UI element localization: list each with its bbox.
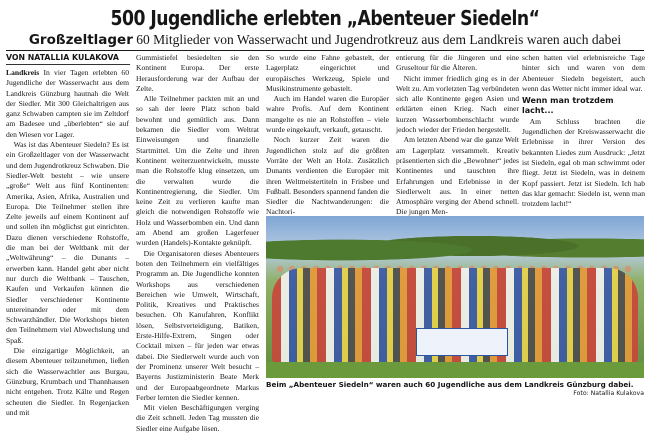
paragraph	[6, 68, 129, 140]
group-photo	[266, 216, 644, 378]
photo-caption: Beim „Abenteuer Siedeln“ waren auch 60 Jugendliche aus dem Landkreis Günzburg dabei.	[266, 380, 634, 389]
paragraph	[6, 140, 129, 346]
article-subline	[0, 32, 650, 48]
paragraph-text: Was ist das Abenteuer Siedeln? Es ist ein Großzeltlager von der Wasserwacht und dem Jugendrotkreuz Schwaben. Die Siedler-Welt besteht – wie unsere „große“ Welt aus fünf Kontinenten: Amerika, Asien, Afrika, Australien und Europa. Die Teilnehmer stellen ihre Zelte jeweils auf einem Kontinent auf und sollen ihn möglichst gut einrichten. Dazu dienen verschiedene Rohstoffe, die man bei der Weltbank mit der „Weltwährung“ – die Dunants – erwerben kann. Handel geht aber nicht nur durch die Weltbank – Tauschen, Kaufen und Verkaufen können die Siedler verschiedener Kontinente untereinander oder mit dem Schwarzhändler. Die Workshops bieten den Teilnehmern viel Abwechslung und Spaß.	[6, 140, 129, 345]
text-column-5	[522, 53, 645, 213]
photo-grass	[266, 362, 644, 378]
paragraph	[136, 403, 259, 434]
paragraph-text: entierung für die Jüngeren und eine Gruseltour für die Älteren.	[396, 53, 519, 73]
paragraph-text: schen hatten viel erlebnisreiche Tage hinter sich und waren von dem Abenteuer Siedeln begeistert, auch wenn das Wetter nicht immer ideal war.	[522, 53, 645, 93]
paragraph-text: Auch im Handel waren die Europäer wahre Profis. Auf dem Kontinent mangelte es nie an Rohstoffen – viele wurde eingekauft, verkauft, getauscht.	[266, 94, 389, 135]
text-column-2	[136, 53, 259, 433]
paragraph	[266, 53, 389, 94]
paragraph-text: Nicht immer friedlich ging es in der Welt zu. Am vorletzten Tag verbündeten sich alle Kontinente gegen Asien und erklärten einen Krieg. Nach einer kurzen Wasserbombenschlacht wurde jedoch wieder der Frieden hergestellt.	[396, 73, 519, 135]
byline-divider	[6, 64, 130, 65]
subline-text: 60 Mitglieder von Wasserwacht und Jugendrotkreuz aus dem Landkreis waren auch dabei	[136, 32, 622, 47]
photo-banner	[416, 328, 508, 356]
headline-divider	[6, 50, 644, 51]
paragraph	[136, 249, 259, 403]
paragraph-text: Alle Teilnehmer packten mit an und so sah der leere Platz schon bald bewohnt und gemütlich aus. Dann bekamen die Siedler vom Weltrat Einweisungen und finanzielle Startmittel. Um die Zelte und ihren Kontinent weiterzuentwickeln, musste man die Rohstoffe klug einsetzen, um die verwalten wurde die Kontinentregierung, die Siedler. Um keine Zeit zu verlieren kaufte man gleich die notwendigen Rohstoffe wie Holz und Wasserbomben ein. Und dann am Abend am großen Lagerfeuer wurden (Handels)-Kontakte geknüpft.	[136, 94, 259, 248]
photo-credit: Foto: Natallia Kulakova	[573, 390, 644, 397]
subline-kicker: Großzeltlager	[28, 32, 133, 48]
paragraph-text: Am letzten Abend war die ganze Welt am Lagerplatz versammelt. Kreativ präsentierten sich die „Bewohner“ jedes Kontinentes und tauschten ihre Erfahrungen und Erlebnisse in der Siedlerwelt aus. In einer netten Atmosphäre verging der Abend schnell. Die jungen Men-	[396, 135, 519, 217]
section-subheading: Wenn man trotzdem lacht...	[522, 96, 614, 116]
paragraph-text: Die Organisatoren dieses Abenteuers boten den Teilnehmern ein vielfältiges Programm an. Die Jugendliche konnten Workshops aus verschiedenen Bereichen wie Umwelt, Wirtschaft, Politik, Kreatives und Praktisches besuchen. Oh Kanufahren, Konflikt lösen, Selbstverteidigung, Batiken, Erste-Hilfe-Extrem, Singen oder Cocktail mixen – für jeden war etwas dabei. Die Siedlerwelt wurde auch von der Prominenz unserer Welt besucht – Bayerns Justizministerin Beate Merk und der Europaabgeordnete Markus Ferber lernten die Siedler kennen.	[136, 248, 259, 402]
text-column-4	[396, 53, 519, 217]
paragraph	[396, 53, 519, 74]
paragraph-text: Gummistiefel besiedelten sie den Kontinent Europa. Der erste Herausforderung war der Aufbau der Zelte.	[136, 53, 259, 93]
paragraph	[6, 346, 129, 418]
paragraph	[522, 53, 645, 94]
paragraph	[136, 53, 259, 94]
text-column-3	[266, 53, 389, 217]
paragraph-text: Am Schluss brachten die Jugendlichen der Kreiswasserwacht die Erlebnisse in ihrer Version des bekannten Liedes zum Ausdruck: „Jetzt ist Siedeln, egal ob man schwimmt oder fliegt. Jetzt ist Siedeln, was in deinem Kopf passiert. Jetzt ist Siedeln. Ich hab das klar gemacht: Siedeln ist, wenn man trotzdem lacht!“	[522, 116, 645, 209]
text-column-1	[6, 68, 129, 417]
article-headline: 500 Jugendliche erlebten „Abenteuer Siedeln“	[110, 6, 540, 30]
paragraph-text: Mit vielen Beschäftigungen verging die Zeit schnell. Jeden Tag mussten die Siedler eine Aufgabe lösen.	[136, 403, 259, 433]
paragraph-text: Die einzigartige Möglichkeit, an diesem Abenteuer teilzunehmen, ließen sich die Wasserwachtler aus Burgau, Günzburg, Krumbach und Thannhausen nicht entgehen. Trotz Kälte und Regen scheuten die Siedler. In Regenjacken und mit	[6, 346, 129, 417]
paragraph	[266, 135, 389, 217]
paragraph	[136, 94, 259, 248]
paragraph	[266, 94, 389, 135]
author-byline: VON NATALLIA KULAKOVA	[6, 53, 119, 62]
paragraph-text: In vier Tagen erlebten 60 Jugendliche der Wasserwacht aus dem Landkreis Günzburg hautnah die Welt der Siedler. Mit 300 Gleichaltrigen aus ganz Schwaben campten sie im Zeltdorf am Badesee und „überlebten“ sie auf den Wiesen vor Lager.	[6, 68, 129, 139]
dateline: Landkreis	[6, 68, 40, 77]
photo-trees	[266, 226, 644, 266]
paragraph-text: So wurde eine Fahne gebastelt, der Lagerplatz eingerichtet und europäisches Werkzeug, Spiele und Musikinstrumente gebastelt.	[266, 53, 389, 93]
paragraph	[396, 74, 519, 136]
paragraph	[396, 135, 519, 217]
paragraph	[522, 117, 645, 210]
paragraph-text: Noch kurzer Zeit waren die Jugendlichen stolz auf die größten Vorräte der Welt an Holz. Zusätzlich Dunants verdienten die Europäer mit ihren Weltmeistertiteln in Frisbee und Fußball. Besonders spannend fanden die Siedler die Nachtwanderungen: die Nachtori-	[266, 135, 389, 217]
